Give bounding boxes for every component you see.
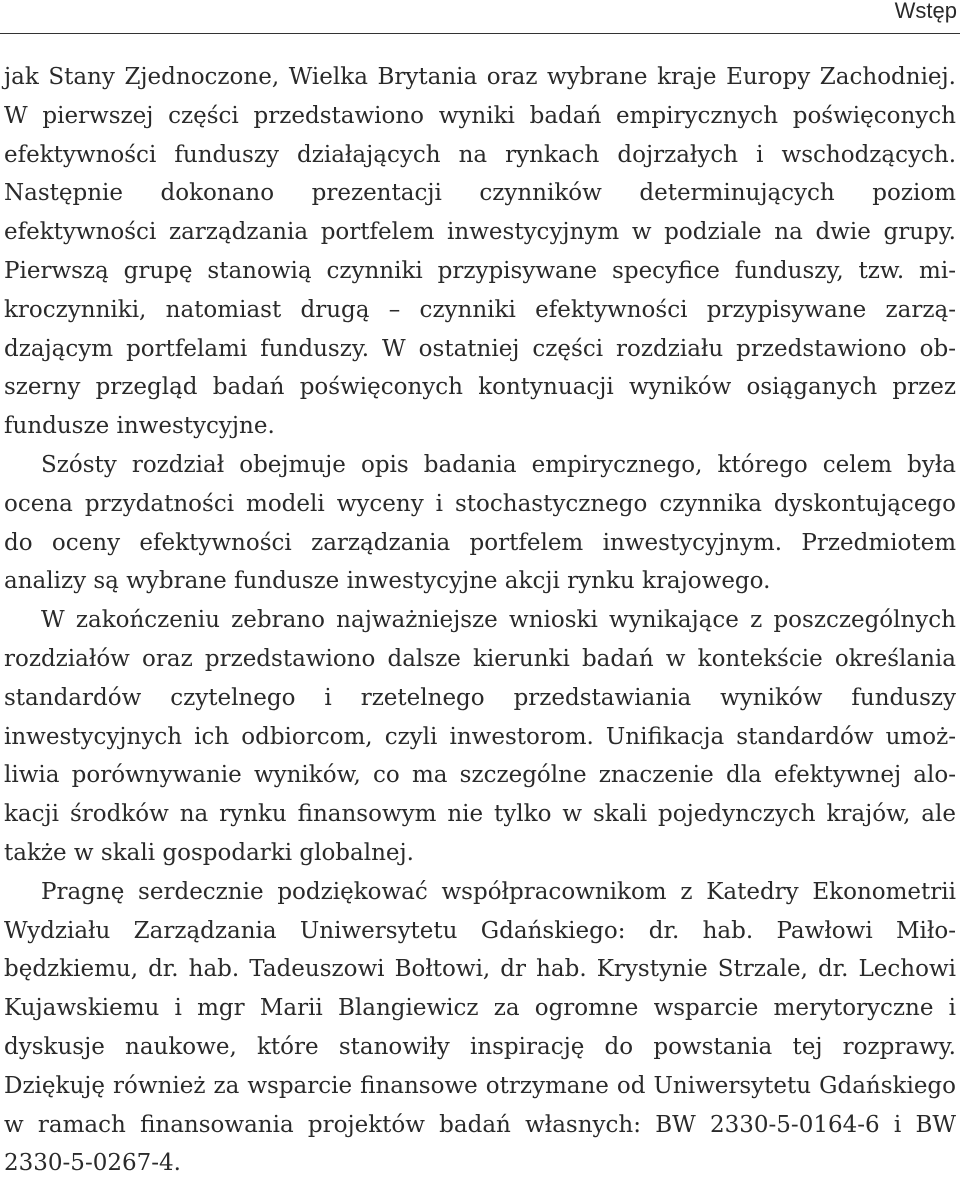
running-head: Wstęp [894,0,957,23]
paragraph-4: Pragnę serdecznie podziękować współpracownikom z Katedry Ekonometrii Wydziału Zarządzania Uniwersytetu Gdańskiego: dr. hab. Pawłowi Miłobędzkiemu, dr. hab. Tadeuszowi Bołtowi, dr hab. Krystynie Strzale, dr. Lechowi Kujawskiemu i mgr Marii Blangiewicz za ogromne wsparcie merytoryczne i dyskusje naukowe, które stanowiły inspirację do powstania tej rozprawy. Dziękuję również za wsparcie finansowe otrzymane od Uniwersytetu Gdańskiego w ramach finansowania projektów badań własnych: BW 2330-5-0164-6 i BW 2330-5-0267-4. [4,878,956,1177]
paragraph-1: jak Stany Zjednoczone, Wielka Brytania oraz wybrane kraje Europy Zachodniej. W pierwszej części przedstawiono wyniki badań empirycznych poświęconych efektywności funduszy działających na rynkach dojrzałych i wschodzących. Następnie dokonano prezentacji czynników determinujących poziom efektywności zarządzania portfelem inwestycyjnym w podziale na dwie grupy. Pierwszą grupę stanowią czynniki przypisywane specyfice funduszy, tzw. mikroczynniki, natomiast drugą – czynniki efektywności przypisywane zarządzającym portfelami funduszy. W ostatniej części rozdziału przedstawiono obszerny przegląd badań poświęconych kontynuacji wyników osiąganych przez fundusze inwestycyjne. [4,64,956,440]
header-rule [0,33,960,34]
paragraph-2: Szósty rozdział obejmuje opis badania empirycznego, którego celem była ocena przydatności modeli wyceny i stochastycznego czynnika dyskontującego do oceny efektywności zarządzania portfelem inwestycyjnym. Przedmiotem analizy są wybrane fundusze inwestycyjne akcji rynku krajowego. [4,451,956,595]
paragraph-3: W zakończeniu zebrano najważniejsze wnioski wynikające z poszczególnych rozdziałów oraz przedstawiono dalsze kierunki badań w kontekście określania standardów czytelnego i rzetelnego przedstawiania wyników funduszy inwestycyjnych ich odbiorcom, czyli inwestorom. Unifikacja standardów umożliwia porównywanie wyników, co ma szczególne znaczenie dla efektywnej alokacji środków na rynku finansowym nie tylko w skali pojedynczych krajów, ale także w skali gospodarki globalnej. [4,607,956,866]
body-text [4,58,956,1183]
